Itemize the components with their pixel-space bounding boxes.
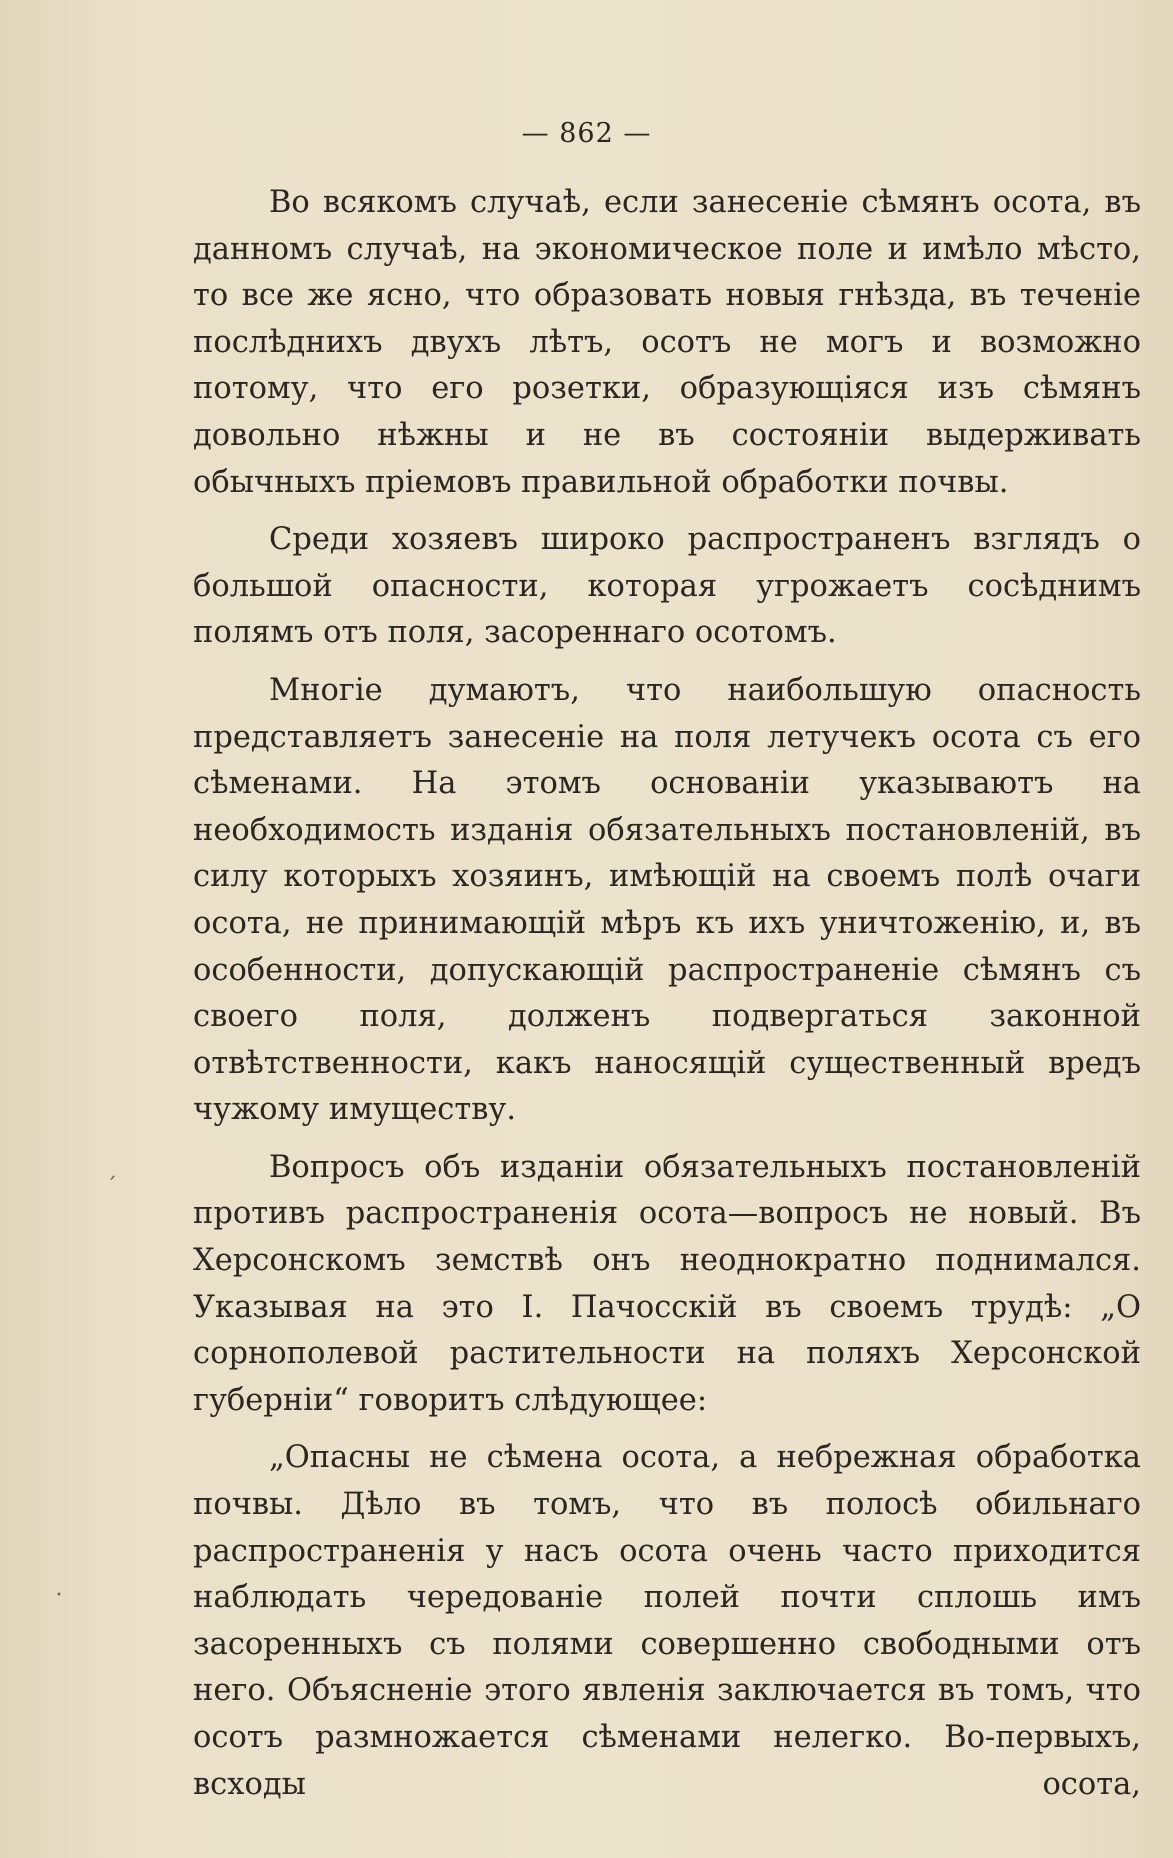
paragraph-1: Во всякомъ случаѣ, если занесеніе сѣмянъ осота, въ данномъ случаѣ, на экономическое поле и имѣло мѣсто, то все же ясно, что образовать новыя гнѣзда, въ теченіе послѣднихъ двухъ лѣтъ, осотъ не могъ и возможно потому, что его розетки, образующіяся изъ сѣмянъ довольно нѣжны и не въ состояніи выдерживать обычныхъ пріемовъ правильной обработки почвы. bbox=[193, 185, 1141, 500]
margin-dot: • bbox=[56, 1590, 62, 1601]
margin-mark: ´ bbox=[106, 1175, 117, 1200]
paragraph-5: „Опасны не сѣмена осота, а небрежная обработка почвы. Дѣло въ томъ, что въ полосѣ обильнаго распространенія у насъ осота очень часто приходится наблюдать чередованіе полей почти сплошь имъ засоренныхъ съ полями совершенно свободными отъ него. Объясненіе этого явленія заключается въ томъ, что осотъ размножается сѣменами нелегко. Во-первыхъ, всходы осота, bbox=[193, 1440, 1141, 1802]
body-text bbox=[193, 180, 1141, 1819]
paragraph-3: Многіе думаютъ, что наибольшую опасность представляетъ занесеніе на поля летучекъ осота съ его сѣменами. На этомъ основаніи указываютъ на необходимость изданія обязательныхъ постановленій, въ силу которыхъ хозяинъ, имѣющій на своемъ полѣ очаги осота, не принимающій мѣръ къ ихъ уничтоженію, и, въ особенности, допускающій распространеніе сѣмянъ съ своего поля, долженъ подвергаться законной отвѣтственности, какъ наносящій существенный вредъ чужому имуществу. bbox=[193, 672, 1141, 1128]
paragraph-2: Среди хозяевъ широко распространенъ взглядъ о большой опасности, которая угрожаетъ сосѣднимъ полямъ отъ поля, засореннаго осотомъ. bbox=[193, 522, 1141, 651]
page-number: — 862 — bbox=[521, 118, 652, 149]
paragraph-4: Вопросъ объ изданіи обязательныхъ постановленій противъ распространенія осота—вопросъ не новый. Въ Херсонскомъ земствѣ онъ неоднократно поднимался. Указывая на это І. Пачосскій въ своемъ трудѣ: „О сорнополевой растительности на поляхъ Херсонской губерніи“ говоритъ слѣдующее: bbox=[193, 1149, 1141, 1418]
